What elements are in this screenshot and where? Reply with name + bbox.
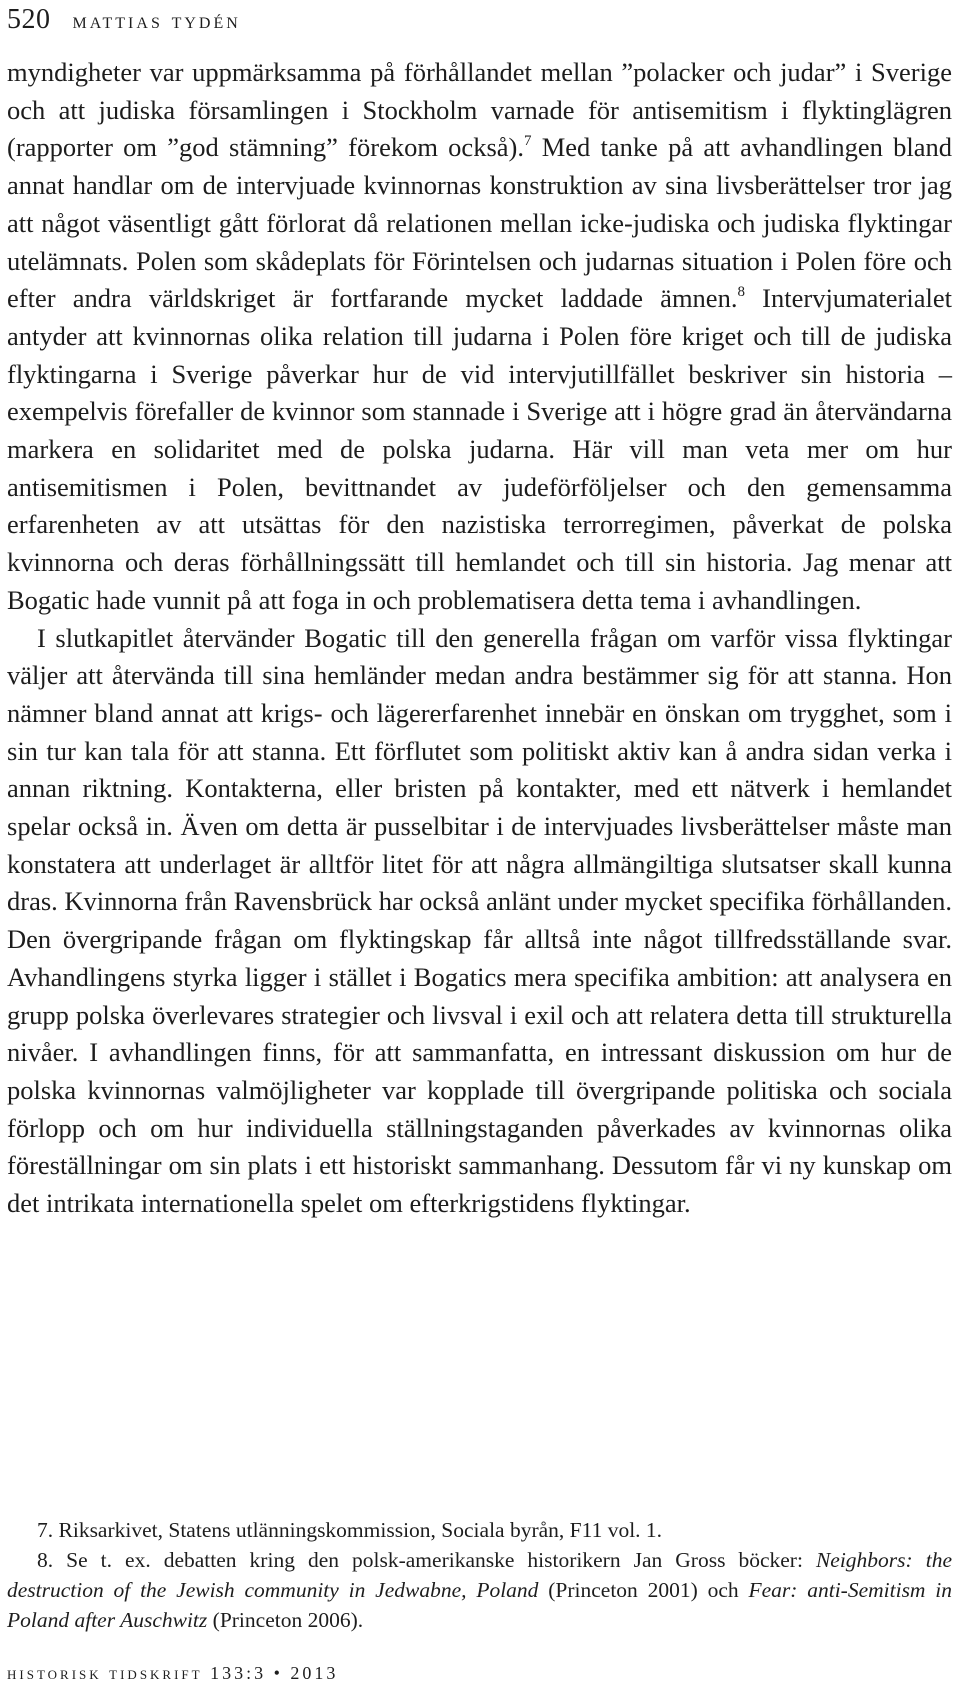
paragraph: I slutkapitlet återvänder Bogatic till den generella frågan om varför vissa flyktingar väljer att återvända till sina hemländer medan andra bestämmer sig för att stanna. Hon nämner bland annat att krigs- och lägererfarenhet innebär en önskan om trygghet, som i sin tur kan tala för att stanna. Ett förflutet som politiskt aktiv kan å andra sidan verka i annan riktning. Kontakterna, eller bristen på kontakter, med ett nätverk i hemlandet spelar också in. Även om detta är pusselbitar i de intervjuades livsberättelser måste man konstatera att underlaget är alltför litet för att några allmängiltiga slutsatser skall kunna dras. Kvinnorna från Ravensbrück har också anlänt under mycket specifika förhållanden. Den övergripande frågan om flyktingskap får alltså inte något tillfredsställande svar. Avhandlingens styrka ligger i stället i Bogatics mera specifika ambition: att analysera en grupp polska överlevares strategier och livsval i exil och att relatera detta till strukturella nivåer. I avhandlingen finns, för att sammanfatta, en intressant diskussion om hur de polska kvinnornas valmöjligheter var kopplade till övergripande politiska och sociala förlopp och om hur individuella ställningstaganden påverkades av kvinnornas olika föreställningar om sin plats i ett historiskt sammanhang. Dessutom får vi ny kunskap om det intrikata internationella spelet om efterkrigstidens flyktingar. (7, 622, 952, 1219)
text-run: myndigheter var uppmärksamma på förhållandet mellan ”polacker och judar” i Sverige och att judiska församlingen i Stockholm varnade för antisemitism i flyktinglägren (rapporter om ”god stämning” förekom också). (7, 57, 952, 163)
text-run: Intervjumaterialet antyder att kvinnornas olika relation till judarna i Polen före kriget och till de judiska flyktingarna i Sverige påverkar hur de vid intervjutillfället beskriver sin historia – exempelvis förefaller de kvinnor som stannade i Sverige att i högre grad än återvändarna markera en solidaritet med de polska judarna. Här vill man veta mer om hur antisemitismen i Polen, bevittnandet av judeförföljelser och den gemensamma erfarenheten av att utsättas för den nazistiska terrorregimen, påverkat de polska kvinnorna och deras förhållningssätt till hemlandet och till sin historia. Jag menar att Bogatic hade vunnit på att foga in och problematisera detta tema i avhandlingen. (7, 283, 952, 615)
running-author: mattias tydén (72, 8, 241, 33)
main-text (7, 54, 952, 1223)
journal-footer: historisk tidskrift 133:3 • 2013 (7, 1663, 339, 1683)
running-header (7, 0, 241, 41)
book-title: Fear: anti-Semitism in Poland after Auschwitz (7, 1578, 952, 1632)
page-number: 520 (7, 4, 51, 35)
paragraph (7, 54, 952, 620)
footnotes (7, 1515, 952, 1635)
book-title: Neighbors: the destruction of the Jewish community in Jedwabne, Poland (7, 1548, 952, 1602)
text-run: 8. Se t. ex. debatten kring den polsk-amerikanske historikern Jan Gross böcker: (37, 1548, 816, 1572)
footnote-7: 7. Riksarkivet, Statens utlänningskommission, Sociala byrån, F11 vol. 1. (37, 1518, 663, 1542)
text-run: (Princeton 2006). (207, 1608, 364, 1632)
footnote-ref-7[interactable]: 7 (523, 133, 532, 150)
footnote-ref-8[interactable]: 8 (737, 284, 745, 301)
text-run: (Princeton 2001) och (538, 1578, 749, 1602)
footnote-8 (7, 1545, 952, 1635)
text-run: Med tanke på att avhandlingen bland annat handlar om de intervjuade kvinnornas konstruktion av sina livsberättelser tror jag att något väsentligt gått förlorat då relationen mellan icke-judiska och judiska flyktingar utelämnats. Polen som skådeplats för Förintelsen och judarnas situation i Polen före och efter andra världskriget är fortfarande mycket laddade ämnen. (7, 132, 952, 314)
